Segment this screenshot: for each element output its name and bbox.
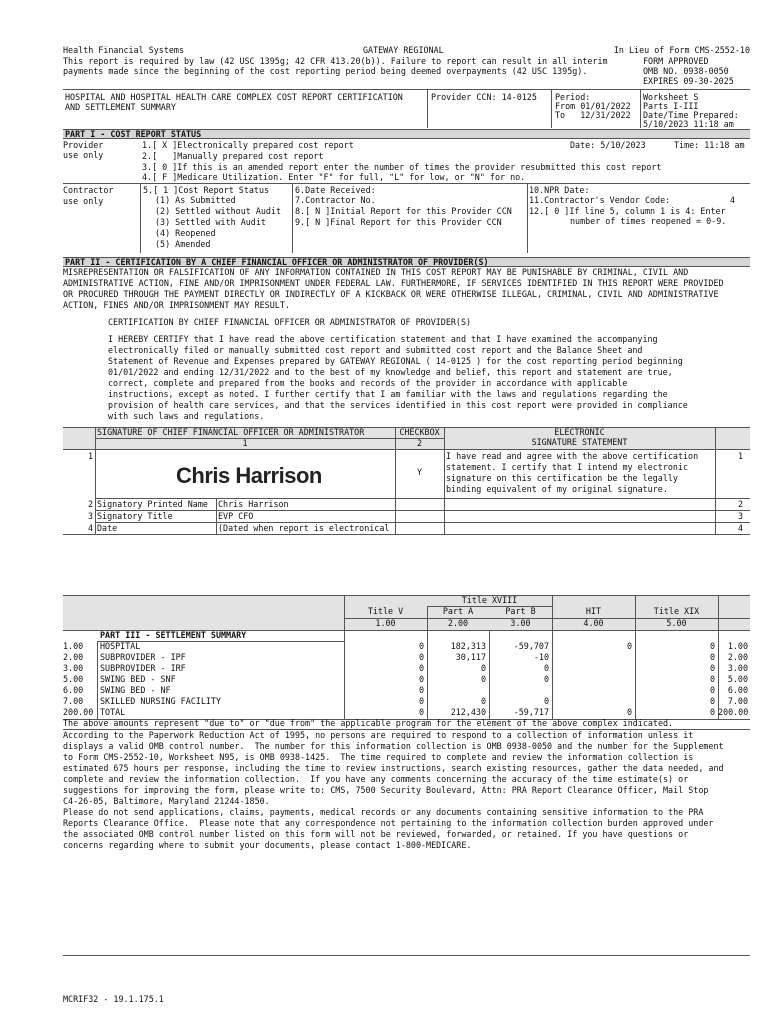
row-value-b: 0 xyxy=(543,663,549,673)
part3-heading: PART III - SETTLEMENT SUMMARY xyxy=(100,630,247,640)
sig-row1-right: 1 xyxy=(737,451,743,461)
statement-line1: I have read and agree with the above certification xyxy=(446,451,699,461)
date-prepared-value: 5/10/2023 11:18 am xyxy=(643,119,734,129)
row-label: SWING BED - NF xyxy=(100,685,171,695)
row-value-a: 30,117 xyxy=(455,652,486,662)
row-label: SKILLED NURSING FACILITY xyxy=(100,696,222,706)
statement-line3: signature on this certification be the legally xyxy=(446,473,678,483)
row-line-number: 1.00 xyxy=(63,641,84,651)
contractor-line11: 11.Contractor's Vendor Code: xyxy=(529,195,671,205)
row-value-xix: 0 xyxy=(709,652,715,662)
warning-line2: ADMINISTRATIVE ACTION, FINE AND/OR IMPRISONMENT UNDER FEDERAL LAW. FURTHERMORE, IF SERVICES IDENTIFIED IN THIS REPORT WERE PROVIDED xyxy=(63,278,724,288)
contractor-line6: 6.Date Received: xyxy=(295,185,376,195)
col-num-xix: 5.00 xyxy=(666,618,687,628)
row-label: SUBPROVIDER - IPF xyxy=(100,652,186,662)
contractor-use-label2: use only xyxy=(63,196,104,206)
legal-notice-line2: payments made since the beginning of the cost reporting period being deemed overpayments (42 USC 1395g). xyxy=(63,66,588,76)
row-line-number: 6.00 xyxy=(63,685,84,695)
certification-line3: Statement of Revenue and Expenses prepared by GATEWAY REGIONAL ( 14-0125 ) for the cost reporting period beginning xyxy=(108,356,683,366)
col-num-hit: 4.00 xyxy=(583,618,604,628)
certification-line1: I HEREBY CERTIFY that I have read the above certification statement and that I have examined the accompanying xyxy=(108,334,658,344)
col-title-xix: Title XIX xyxy=(653,606,700,616)
row-value-hit: 0 xyxy=(626,707,632,717)
row-value-a: 182,313 xyxy=(450,641,486,651)
contractor-line5: 5.[ 1 ]Cost Report Status xyxy=(143,185,270,195)
row-value-b: -10 xyxy=(533,652,549,662)
status-date: Date: 5/10/2023 xyxy=(570,140,646,150)
signature: Chris Harrison xyxy=(176,463,322,488)
paperwork-line10: the associated OMB control number listed on this form will not be reviewed, forwarded, or retained. If you have questions or xyxy=(63,829,689,839)
legal-notice-line1: This report is required by law (42 USC 1395g; 42 CFR 413.20(b)). Failure to report can result in all interim xyxy=(63,56,608,66)
vendor-code: 4 xyxy=(730,195,736,205)
row-line-number-right: 7.00 xyxy=(727,696,748,706)
paperwork-line2: displays a valid OMB control number. The number for this information collection is OMB 0938-0050 and the number for the Supplement xyxy=(63,741,724,751)
row-label: TOTAL xyxy=(100,707,126,717)
certification-line6: instructions, except as noted. I further certify that I am familiar with the laws and regulations regarding the xyxy=(108,389,668,399)
row-value-xix: 0 xyxy=(709,674,715,684)
sig-row3-right: 3 xyxy=(737,511,743,521)
row-value-a: 212,430 xyxy=(450,707,486,717)
row-value-v: 0 xyxy=(418,652,424,662)
provider-name: GATEWAY REGIONAL xyxy=(363,45,444,55)
worksheet-label: Worksheet S xyxy=(643,92,699,102)
row-value-v: 0 xyxy=(418,641,424,651)
row-value-b: -59,707 xyxy=(513,641,549,651)
expiration: EXPIRES 09-30-2025 xyxy=(643,76,734,86)
row-value-a: 0 xyxy=(480,674,486,684)
signature-statement-header: SIGNATURE STATEMENT xyxy=(531,437,628,447)
status-opt2: (2) Settled without Audit xyxy=(155,206,282,216)
contractor-line10: 10.NPR Date: xyxy=(529,185,590,195)
checkbox-value[interactable]: Y xyxy=(416,467,423,477)
sig-row4-number: 4 xyxy=(87,523,93,533)
form-approved: FORM APPROVED xyxy=(643,56,709,66)
status-opt4: (4) Reopened xyxy=(155,228,216,238)
status-line2: 2.[ ]Manually prepared cost report xyxy=(142,151,324,161)
row-line-number-right: 200.00 xyxy=(718,707,749,717)
col-num-b: 3.00 xyxy=(510,618,531,628)
signatory-title-label: Signatory Title xyxy=(97,511,173,521)
sig-row2-right: 2 xyxy=(737,499,743,509)
report-title-line2: AND SETTLEMENT SUMMARY xyxy=(65,102,176,112)
contractor-line8: 8.[ N ]Initial Report for this Provider CCN xyxy=(295,206,512,216)
row-line-number: 2.00 xyxy=(63,652,84,662)
col-hit: HIT xyxy=(585,606,602,616)
omb-number: OMB NO. 0938-0050 xyxy=(643,66,729,76)
row-line-number-right: 1.00 xyxy=(727,641,748,651)
row-line-number: 5.00 xyxy=(63,674,84,684)
sig-row1-number: 1 xyxy=(87,451,93,461)
row-value-v: 0 xyxy=(418,696,424,706)
certification-line8: with such laws and regulations. xyxy=(108,411,265,421)
row-value-v: 0 xyxy=(418,707,424,717)
row-label: SWING BED - SNF xyxy=(100,674,176,684)
status-time: Time: 11:18 am xyxy=(674,140,745,150)
paperwork-line11: concerns regarding where to submit your documents, please contact 1-800-MEDICARE. xyxy=(63,840,472,850)
status-line4: 4.[ F ]Medicare Utilization. Enter "F" for full, "L" for low, or "N" for no. xyxy=(142,172,526,182)
row-value-v: 0 xyxy=(418,663,424,673)
provider-use-label2: use only xyxy=(63,150,104,160)
row-value-v: 0 xyxy=(418,685,424,695)
col-part-a: Part A xyxy=(442,606,474,616)
amounts-note: The above amounts represent "due to" or "due from" the applicable program for the element of the above complex indicated. xyxy=(63,718,674,728)
col-num-v: 1.00 xyxy=(375,618,396,628)
col-title-v: Title V xyxy=(367,606,404,616)
warning-line4: ACTION, FINES AND/OR IMPRISONMENT MAY RESULT. xyxy=(63,300,290,310)
row-value-xix: 0 xyxy=(709,641,715,651)
row-line-number: 7.00 xyxy=(63,696,84,706)
footer-divider xyxy=(63,955,750,956)
date-prepared-label: Date/Time Prepared: xyxy=(643,110,739,120)
warning-line3: OR PROCURED THROUGH THE PAYMENT DIRECTLY OR INDIRECTLY OF A KICKBACK OR WERE OTHERWISE ILLEGAL, CRIMINAL, CIVIL AND ADMINISTRATIVE xyxy=(63,289,719,299)
signatory-title-value: EVP CFO xyxy=(218,511,254,521)
provider-use-label: Provider xyxy=(63,140,104,150)
paperwork-line6: suggestions for improving the form, please write to: CMS, 7500 Security Boulevard, Attn: PRA Report Clearance Officer, Mail Stop xyxy=(63,785,709,795)
row-value-v: 0 xyxy=(418,674,424,684)
statement-line2: statement. I certify that I intend my electronic xyxy=(446,462,689,472)
checkbox-column-header: CHECKBOX xyxy=(399,427,440,437)
row-value-xix: 0 xyxy=(709,707,715,717)
part2-heading: PART II - CERTIFICATION BY A CHIEF FINANCIAL OFFICER OR ADMINISTRATOR OF PROVIDER(S) xyxy=(63,257,750,267)
row-label: HOSPITAL xyxy=(100,641,141,651)
row-line-number-right: 6.00 xyxy=(727,685,748,695)
paperwork-line1: According to the Paperwork Reduction Act of 1995, no persons are required to respond to a collection of information unless it xyxy=(63,730,694,740)
status-opt5: (5) Amended xyxy=(155,239,211,249)
statement-line4: binding equivalent of my original signature. xyxy=(446,484,668,494)
paperwork-line9: Reports Clearance Office. Please note that any correspondence not pertaining to the information collection burden approved under xyxy=(63,818,714,828)
org-name: Health Financial Systems xyxy=(63,45,185,55)
contractor-line12b: number of times reopened = 0-9. xyxy=(570,216,727,226)
title-xviii-header: Title XVIII xyxy=(461,595,518,605)
row-label: SUBPROVIDER - IRF xyxy=(100,663,186,673)
row-value-xix: 0 xyxy=(709,685,715,695)
paperwork-line3: to Form CMS-2552-10, Worksheet N95, is OMB 0938-1425. The time required to complete and review the information collection is xyxy=(63,752,694,762)
certification-title: CERTIFICATION BY CHIEF FINANCIAL OFFICER OR ADMINISTRATOR OF PROVIDER(S) xyxy=(108,317,472,327)
row-line-number-right: 5.00 xyxy=(727,674,748,684)
period-to: To 12/31/2022 xyxy=(555,110,631,120)
paperwork-line7: C4-26-05, Baltimore, Maryland 21244-1850. xyxy=(63,796,270,806)
row-value-b: -59,717 xyxy=(513,707,549,717)
sig-row2-number: 2 xyxy=(87,499,93,509)
row-value-b: 0 xyxy=(543,674,549,684)
period-label: Period: xyxy=(555,92,591,102)
certification-line5: correct, complete and prepared from the books and records of the provider in accordance with applicable xyxy=(108,378,628,388)
signature-column-number: 1 xyxy=(242,438,248,448)
paperwork-line5: complete and review the information collection. If you have any comments concerning the accuracy of the time estimate(s) or xyxy=(63,774,689,784)
paperwork-line8: Please do not send applications, claims, payments, medical records or any documents containing sensitive information to the PRA xyxy=(63,807,704,817)
row-value-b: 0 xyxy=(543,696,549,706)
row-value-xix: 0 xyxy=(709,696,715,706)
contractor-use-label: Contractor xyxy=(63,185,114,195)
row-line-number: 3.00 xyxy=(63,663,84,673)
certification-line4: 01/01/2022 and ending 12/31/2022 and to the best of my knowledge and belief, this report and statement are true, xyxy=(108,367,673,377)
signatory-name-value: Chris Harrison xyxy=(218,499,289,509)
row-value-hit: 0 xyxy=(626,641,632,651)
row-value-xix: 0 xyxy=(709,663,715,673)
row-value-a: 0 xyxy=(480,663,486,673)
col-num-a: 2.00 xyxy=(447,618,469,628)
warning-line1: MISREPRESENTATION OR FALSIFICATION OF ANY INFORMATION CONTAINED IN THIS COST REPORT MAY BE PUNISHABLE BY CRIMINAL, CIVIL AND xyxy=(63,267,689,277)
date-value: (Dated when report is electronical xyxy=(218,524,390,533)
part1-heading: PART I - COST REPORT STATUS xyxy=(63,129,750,139)
provider-ccn: Provider CCN: 14-0125 xyxy=(431,92,537,102)
worksheet-parts: Parts I-III xyxy=(643,101,699,111)
signature-column-header: SIGNATURE OF CHIEF FINANCIAL OFFICER OR ADMINISTRATOR xyxy=(97,427,365,437)
form-reference: In Lieu of Form CMS-2552-10 xyxy=(613,45,750,55)
certification-line2: electronically filed or manually submitted cost report and submitted cost report and the Balance Sheet and xyxy=(108,345,643,355)
status-opt3: (3) Settled with Audit xyxy=(155,217,266,227)
contractor-line12: 12.[ 0 ]If line 5, column 1 is 4: Enter xyxy=(529,206,726,216)
signatory-name-label: Signatory Printed Name xyxy=(97,499,208,509)
period-from: From 01/01/2022 xyxy=(555,101,631,111)
report-title-line1: HOSPITAL AND HOSPITAL HEALTH CARE COMPLEX COST REPORT CERTIFICATION xyxy=(65,92,403,102)
checkbox-column-number: 2 xyxy=(416,438,423,448)
status-opt1: (1) As Submitted xyxy=(155,195,236,205)
sig-row4-right: 4 xyxy=(737,523,743,533)
status-line3: 3.[ 0 ]If this is an amended report enter the number of times the provider resubmitted this cost report xyxy=(142,162,662,172)
electronic-header: ELECTRONIC xyxy=(554,427,605,437)
contractor-line7: 7.Contractor No. xyxy=(295,195,376,205)
status-line1: 1.[ X ]Electronically prepared cost report xyxy=(142,140,354,150)
row-line-number-right: 2.00 xyxy=(727,652,748,662)
certification-line7: provision of health care services, and that the services identified in this cost report were provided in compliance xyxy=(108,400,688,410)
date-label: Date xyxy=(97,523,118,533)
software-version: MCRIF32 - 19.1.175.1 xyxy=(63,994,164,1004)
row-value-a: 0 xyxy=(480,696,486,706)
paperwork-line4: estimated 675 hours per response, including the time to review instructions, search existing resources, gather the data needed, and xyxy=(63,763,724,773)
row-line-number: 200.00 xyxy=(63,707,94,717)
row-line-number-right: 3.00 xyxy=(727,663,748,673)
col-part-b: Part B xyxy=(505,606,536,616)
sig-row3-number: 3 xyxy=(87,511,93,521)
contractor-line9: 9.[ N ]Final Report for this Provider CCN xyxy=(295,217,502,227)
